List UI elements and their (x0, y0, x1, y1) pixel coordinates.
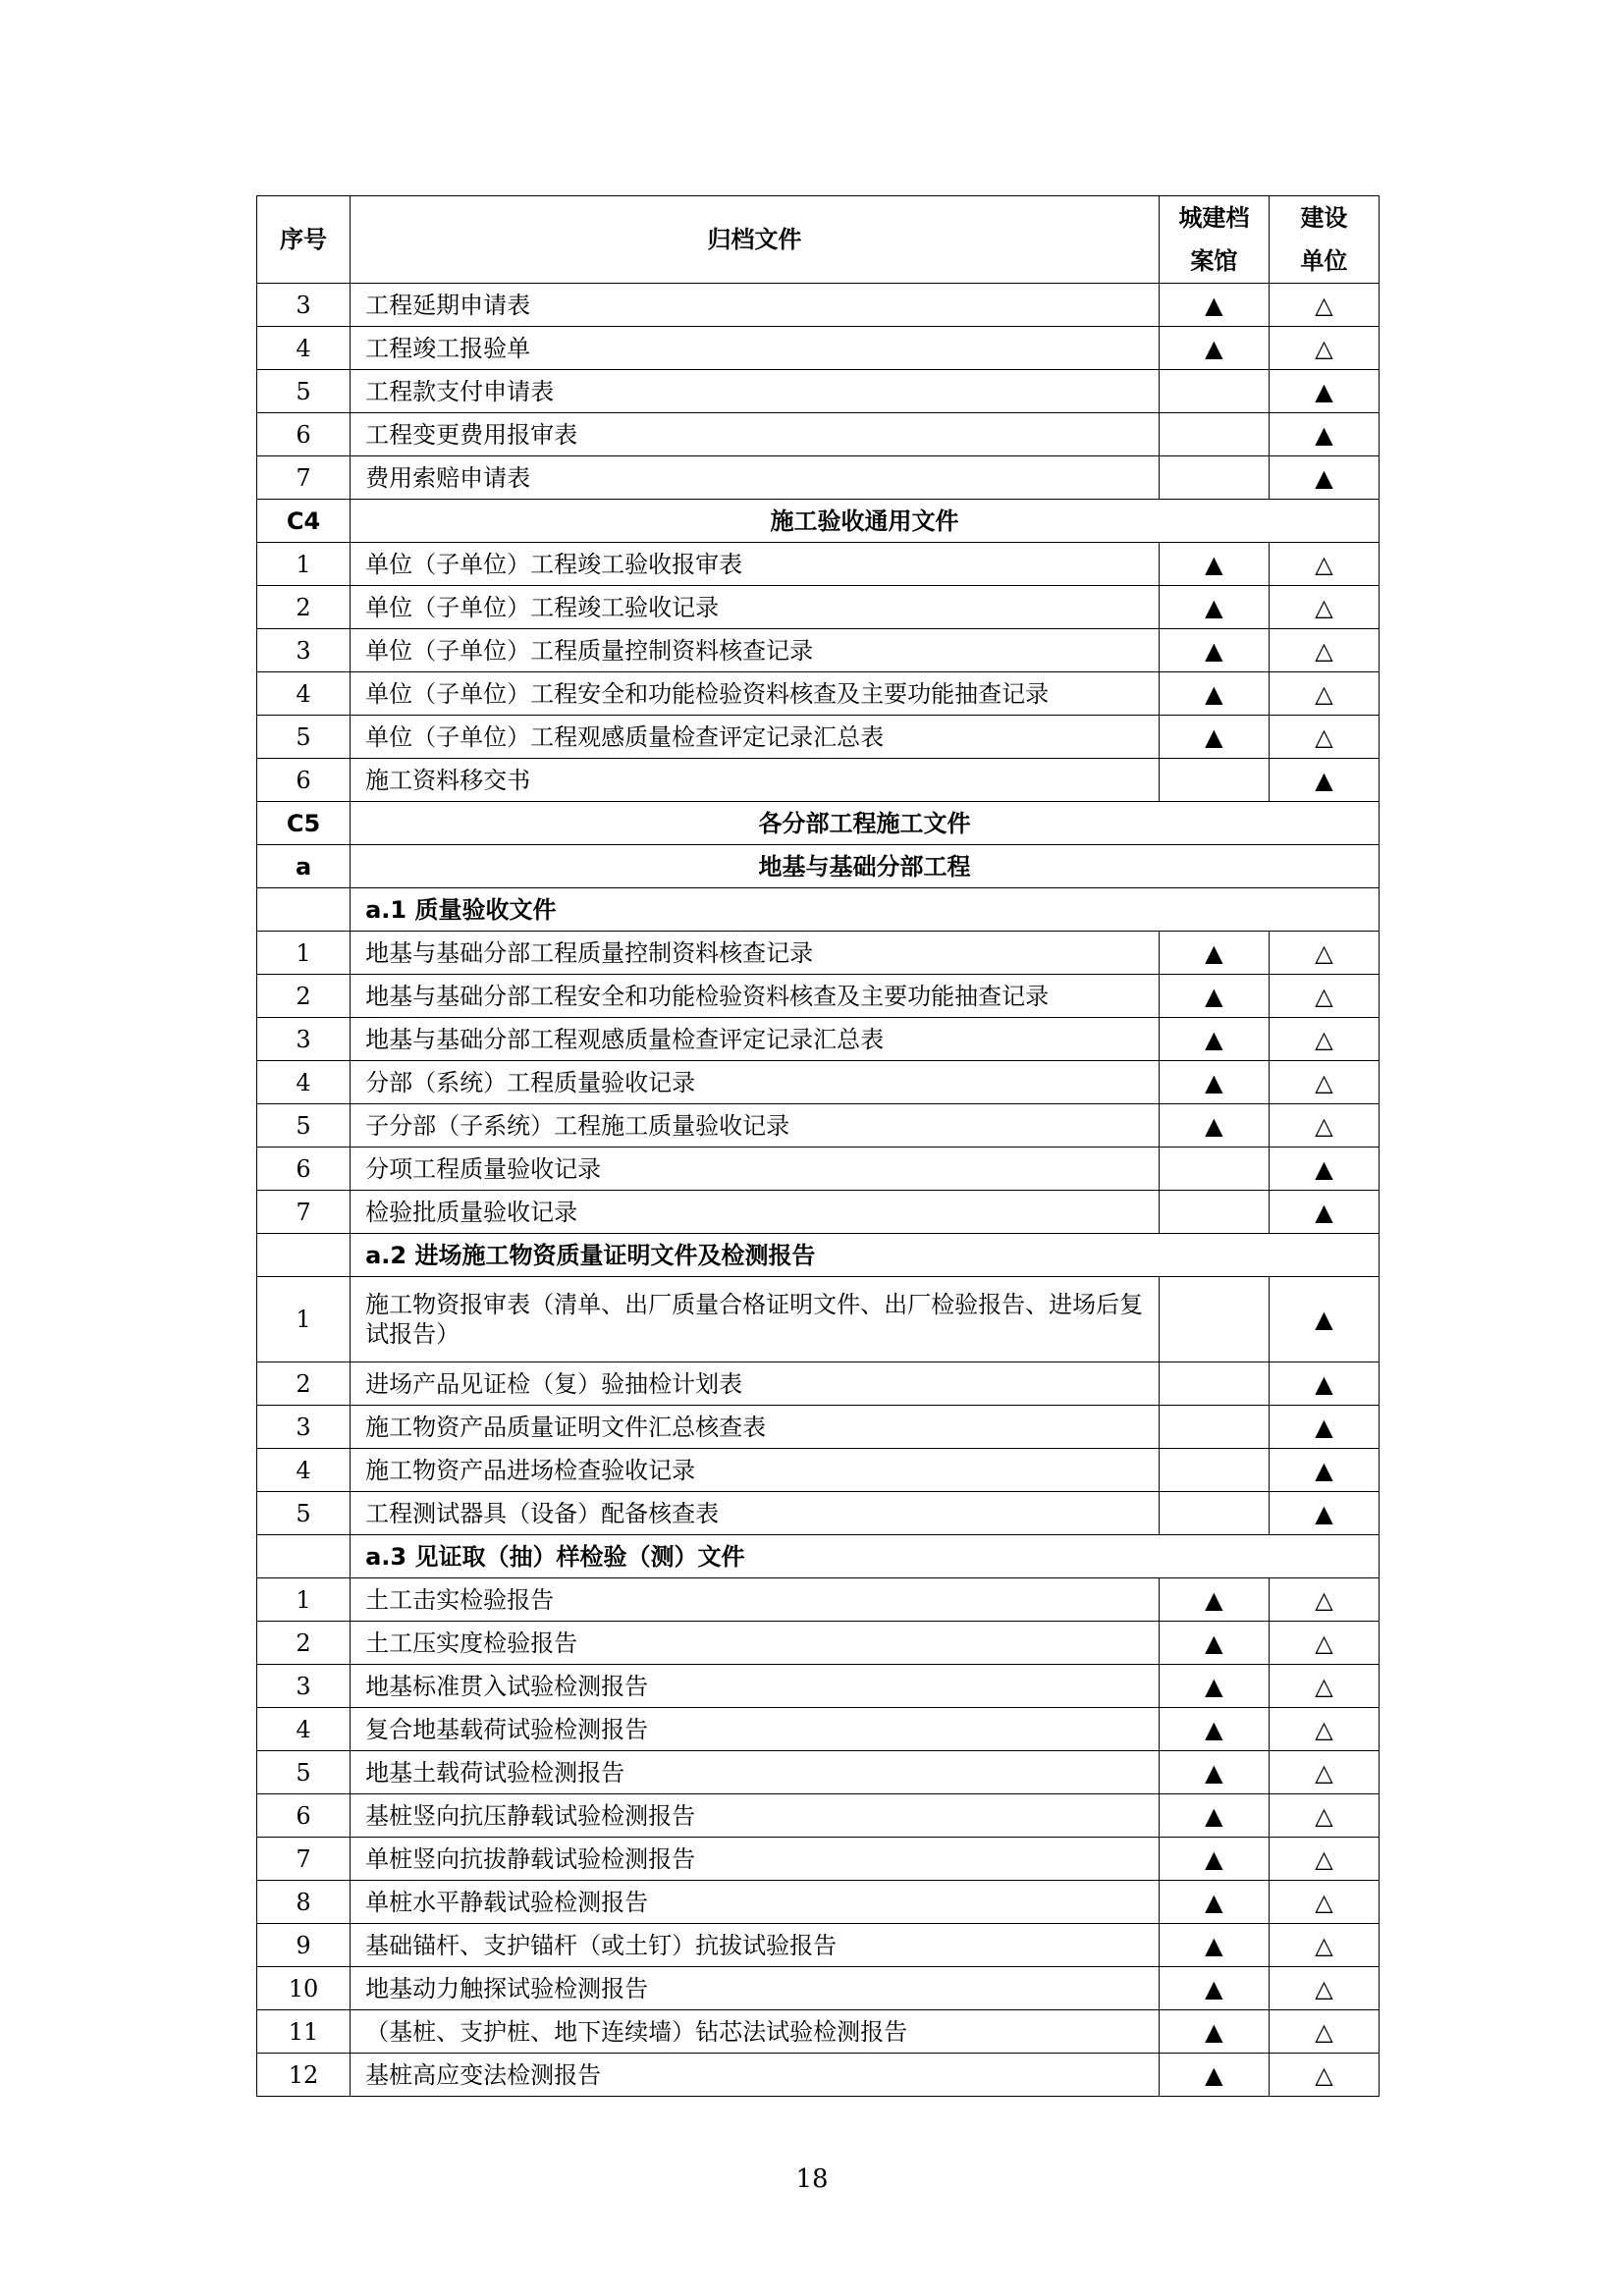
urban-archive-mark (1159, 1406, 1269, 1449)
table-row (257, 327, 1380, 370)
row-document: 单位（子单位）工程安全和功能检验资料核查及主要功能抽查记录 (351, 672, 1160, 716)
construction-unit-mark: △ (1269, 716, 1379, 759)
row-number: 4 (257, 1061, 351, 1104)
construction-unit-mark: △ (1269, 1061, 1379, 1104)
header-urban-archive-line2: 案馆 (1190, 247, 1238, 275)
row-number: 4 (257, 1708, 351, 1751)
row-document: 检验批质量验收记录 (351, 1191, 1160, 1234)
subsection-blank (257, 1234, 351, 1277)
row-number: 5 (257, 1751, 351, 1794)
row-number: 6 (257, 759, 351, 802)
table-row (257, 370, 1380, 413)
row-document: 单位（子单位）工程竣工验收记录 (351, 586, 1160, 629)
construction-unit-mark: ▲ (1269, 370, 1379, 413)
table-row (257, 586, 1380, 629)
row-number: 7 (257, 456, 351, 500)
urban-archive-mark: ▲ (1159, 543, 1269, 586)
subsection-title: a.3 见证取（抽）样检验（测）文件 (351, 1535, 1380, 1578)
construction-unit-mark: ▲ (1269, 413, 1379, 456)
header-construction-unit (1269, 196, 1379, 284)
table-row (257, 1578, 1380, 1622)
subsection-row (257, 1234, 1380, 1277)
construction-unit-mark: △ (1269, 284, 1379, 327)
section-row (257, 500, 1380, 543)
construction-unit-mark: ▲ (1269, 1406, 1379, 1449)
subsection-title: a.1 质量验收文件 (351, 888, 1380, 932)
urban-archive-mark: ▲ (1159, 2010, 1269, 2054)
table-row (257, 1018, 1380, 1061)
row-document: 子分部（子系统）工程施工质量验收记录 (351, 1104, 1160, 1148)
table-row (257, 413, 1380, 456)
construction-unit-mark: △ (1269, 932, 1379, 975)
construction-unit-mark: △ (1269, 1924, 1379, 1967)
urban-archive-mark: ▲ (1159, 1967, 1269, 2010)
urban-archive-mark: ▲ (1159, 1018, 1269, 1061)
row-document: 基础锚杆、支护锚杆（或土钉）抗拔试验报告 (351, 1924, 1160, 1967)
construction-unit-mark: ▲ (1269, 1449, 1379, 1492)
urban-archive-mark (1159, 1148, 1269, 1191)
row-document: 工程变更费用报审表 (351, 413, 1160, 456)
section-row (257, 845, 1380, 888)
urban-archive-mark (1159, 1277, 1269, 1362)
construction-unit-mark: ▲ (1269, 1362, 1379, 1406)
construction-unit-mark: △ (1269, 1104, 1379, 1148)
subsection-row (257, 888, 1380, 932)
table-row (257, 1751, 1380, 1794)
urban-archive-mark (1159, 1362, 1269, 1406)
construction-unit-mark: △ (1269, 1751, 1379, 1794)
table-row (257, 1708, 1380, 1751)
table-row (257, 1406, 1380, 1449)
row-number: 2 (257, 1362, 351, 1406)
table-row (257, 629, 1380, 672)
header-archive-file: 归档文件 (351, 196, 1160, 284)
table-row (257, 716, 1380, 759)
construction-unit-mark: △ (1269, 1622, 1379, 1665)
row-document: 分部（系统）工程质量验收记录 (351, 1061, 1160, 1104)
urban-archive-mark: ▲ (1159, 716, 1269, 759)
construction-unit-mark: ▲ (1269, 1148, 1379, 1191)
row-document: 单位（子单位）工程观感质量检查评定记录汇总表 (351, 716, 1160, 759)
row-number: 3 (257, 629, 351, 672)
table-row (257, 1362, 1380, 1406)
row-number: 7 (257, 1838, 351, 1881)
row-number: 12 (257, 2054, 351, 2097)
page-number: 18 (795, 2164, 829, 2194)
section-row (257, 802, 1380, 845)
urban-archive-mark: ▲ (1159, 672, 1269, 716)
table-row (257, 975, 1380, 1018)
row-document: 进场产品见证检（复）验抽检计划表 (351, 1362, 1160, 1406)
row-document: 单位（子单位）工程竣工验收报审表 (351, 543, 1160, 586)
row-document: 复合地基载荷试验检测报告 (351, 1708, 1160, 1751)
urban-archive-mark (1159, 759, 1269, 802)
construction-unit-mark: △ (1269, 1881, 1379, 1924)
header-urban-archive-line1: 城建档 (1178, 204, 1250, 232)
table-row (257, 1061, 1380, 1104)
construction-unit-mark: △ (1269, 1794, 1379, 1838)
construction-unit-mark: △ (1269, 1708, 1379, 1751)
row-number: 3 (257, 1665, 351, 1708)
row-document: 地基标准贯入试验检测报告 (351, 1665, 1160, 1708)
row-document: 分项工程质量验收记录 (351, 1148, 1160, 1191)
table-row (257, 543, 1380, 586)
row-number: 9 (257, 1924, 351, 1967)
table-row (257, 1449, 1380, 1492)
row-document: 单桩水平静载试验检测报告 (351, 1881, 1160, 1924)
row-document: 工程竣工报验单 (351, 327, 1160, 370)
row-number: 5 (257, 1104, 351, 1148)
row-document: 工程延期申请表 (351, 284, 1160, 327)
archive-document-table (256, 195, 1380, 2097)
urban-archive-mark (1159, 1449, 1269, 1492)
row-number: 6 (257, 413, 351, 456)
row-number: 4 (257, 672, 351, 716)
urban-archive-mark (1159, 456, 1269, 500)
row-number: 1 (257, 1578, 351, 1622)
row-number: 1 (257, 543, 351, 586)
construction-unit-mark: ▲ (1269, 1277, 1379, 1362)
row-number: 6 (257, 1794, 351, 1838)
urban-archive-mark: ▲ (1159, 1622, 1269, 1665)
urban-archive-mark: ▲ (1159, 586, 1269, 629)
subsection-blank (257, 888, 351, 932)
urban-archive-mark: ▲ (1159, 1104, 1269, 1148)
row-document: 单桩竖向抗拔静载试验检测报告 (351, 1838, 1160, 1881)
urban-archive-mark (1159, 413, 1269, 456)
table-header-row (257, 196, 1380, 284)
urban-archive-mark: ▲ (1159, 1794, 1269, 1838)
urban-archive-mark: ▲ (1159, 932, 1269, 975)
construction-unit-mark: △ (1269, 1578, 1379, 1622)
construction-unit-mark: △ (1269, 2010, 1379, 2054)
row-number: 1 (257, 932, 351, 975)
construction-unit-mark: △ (1269, 543, 1379, 586)
urban-archive-mark: ▲ (1159, 2054, 1269, 2097)
section-title: 施工验收通用文件 (351, 500, 1380, 543)
urban-archive-mark: ▲ (1159, 327, 1269, 370)
row-number: 11 (257, 2010, 351, 2054)
row-document: 基桩高应变法检测报告 (351, 2054, 1160, 2097)
urban-archive-mark: ▲ (1159, 1708, 1269, 1751)
construction-unit-mark: ▲ (1269, 1492, 1379, 1535)
row-document: 单位（子单位）工程质量控制资料核查记录 (351, 629, 1160, 672)
row-document: 施工物资报审表（清单、出厂质量合格证明文件、出厂检验报告、进场后复试报告） (351, 1277, 1160, 1362)
row-document: 土工压实度检验报告 (351, 1622, 1160, 1665)
section-title: 各分部工程施工文件 (351, 802, 1380, 845)
table-row (257, 1104, 1380, 1148)
row-document: 土工击实检验报告 (351, 1578, 1160, 1622)
construction-unit-mark: △ (1269, 327, 1379, 370)
construction-unit-mark: △ (1269, 629, 1379, 672)
urban-archive-mark (1159, 1492, 1269, 1535)
row-number: 1 (257, 1277, 351, 1362)
table-row (257, 1191, 1380, 1234)
table-row (257, 2054, 1380, 2097)
row-document: 地基动力触探试验检测报告 (351, 1967, 1160, 2010)
urban-archive-mark: ▲ (1159, 1665, 1269, 1708)
table-row (257, 2010, 1380, 2054)
urban-archive-mark: ▲ (1159, 284, 1269, 327)
construction-unit-mark: ▲ (1269, 759, 1379, 802)
urban-archive-mark: ▲ (1159, 1751, 1269, 1794)
row-number: 5 (257, 370, 351, 413)
construction-unit-mark: △ (1269, 1838, 1379, 1881)
row-number: 5 (257, 716, 351, 759)
table-body (257, 284, 1380, 2097)
table-row (257, 932, 1380, 975)
construction-unit-mark: △ (1269, 1967, 1379, 2010)
row-number: 4 (257, 327, 351, 370)
subsection-title: a.2 进场施工物资质量证明文件及检测报告 (351, 1234, 1380, 1277)
construction-unit-mark: △ (1269, 672, 1379, 716)
row-document: 地基与基础分部工程观感质量检查评定记录汇总表 (351, 1018, 1160, 1061)
row-document: 施工物资产品质量证明文件汇总核查表 (351, 1406, 1160, 1449)
subsection-row (257, 1535, 1380, 1578)
row-document: 施工物资产品进场检查验收记录 (351, 1449, 1160, 1492)
table-row (257, 1148, 1380, 1191)
row-number: 2 (257, 1622, 351, 1665)
row-number: 3 (257, 1018, 351, 1061)
urban-archive-mark: ▲ (1159, 1061, 1269, 1104)
construction-unit-mark: △ (1269, 975, 1379, 1018)
row-document: 工程测试器具（设备）配备核查表 (351, 1492, 1160, 1535)
table-row (257, 1492, 1380, 1535)
header-construction-unit-line1: 建设 (1300, 204, 1348, 232)
section-code: C4 (257, 500, 351, 543)
table-row (257, 672, 1380, 716)
construction-unit-mark: △ (1269, 586, 1379, 629)
table-row (257, 284, 1380, 327)
urban-archive-mark: ▲ (1159, 1881, 1269, 1924)
section-code: C5 (257, 802, 351, 845)
construction-unit-mark: △ (1269, 1018, 1379, 1061)
table-row (257, 1277, 1380, 1362)
row-number: 10 (257, 1967, 351, 2010)
table-row (257, 1838, 1380, 1881)
row-document: 地基与基础分部工程安全和功能检验资料核查及主要功能抽查记录 (351, 975, 1160, 1018)
urban-archive-mark (1159, 1191, 1269, 1234)
urban-archive-mark: ▲ (1159, 1924, 1269, 1967)
urban-archive-mark: ▲ (1159, 1838, 1269, 1881)
row-number: 6 (257, 1148, 351, 1191)
header-construction-unit-line2: 单位 (1300, 247, 1348, 275)
construction-unit-mark: ▲ (1269, 1191, 1379, 1234)
row-document: 地基与基础分部工程质量控制资料核查记录 (351, 932, 1160, 975)
table-row (257, 1665, 1380, 1708)
row-number: 2 (257, 975, 351, 1018)
construction-unit-mark: △ (1269, 2054, 1379, 2097)
subsection-blank (257, 1535, 351, 1578)
row-document: 工程款支付申请表 (351, 370, 1160, 413)
urban-archive-mark: ▲ (1159, 1578, 1269, 1622)
table-row (257, 1622, 1380, 1665)
section-title: 地基与基础分部工程 (351, 845, 1380, 888)
table-row (257, 1924, 1380, 1967)
row-number: 7 (257, 1191, 351, 1234)
row-document: 地基土载荷试验检测报告 (351, 1751, 1160, 1794)
row-number: 3 (257, 1406, 351, 1449)
urban-archive-mark (1159, 370, 1269, 413)
table-row (257, 759, 1380, 802)
row-document: 施工资料移交书 (351, 759, 1160, 802)
row-number: 3 (257, 284, 351, 327)
urban-archive-mark: ▲ (1159, 975, 1269, 1018)
row-document: 基桩竖向抗压静载试验检测报告 (351, 1794, 1160, 1838)
header-serial-number: 序号 (257, 196, 351, 284)
row-number: 8 (257, 1881, 351, 1924)
construction-unit-mark: △ (1269, 1665, 1379, 1708)
urban-archive-mark: ▲ (1159, 629, 1269, 672)
table-row (257, 456, 1380, 500)
row-number: 2 (257, 586, 351, 629)
construction-unit-mark: ▲ (1269, 456, 1379, 500)
table-row (257, 1967, 1380, 2010)
row-number: 4 (257, 1449, 351, 1492)
table-row (257, 1881, 1380, 1924)
row-document: 费用索赔申请表 (351, 456, 1160, 500)
section-code: a (257, 845, 351, 888)
row-document: （基桩、支护桩、地下连续墙）钻芯法试验检测报告 (351, 2010, 1160, 2054)
header-urban-archive (1159, 196, 1269, 284)
row-number: 5 (257, 1492, 351, 1535)
table-row (257, 1794, 1380, 1838)
